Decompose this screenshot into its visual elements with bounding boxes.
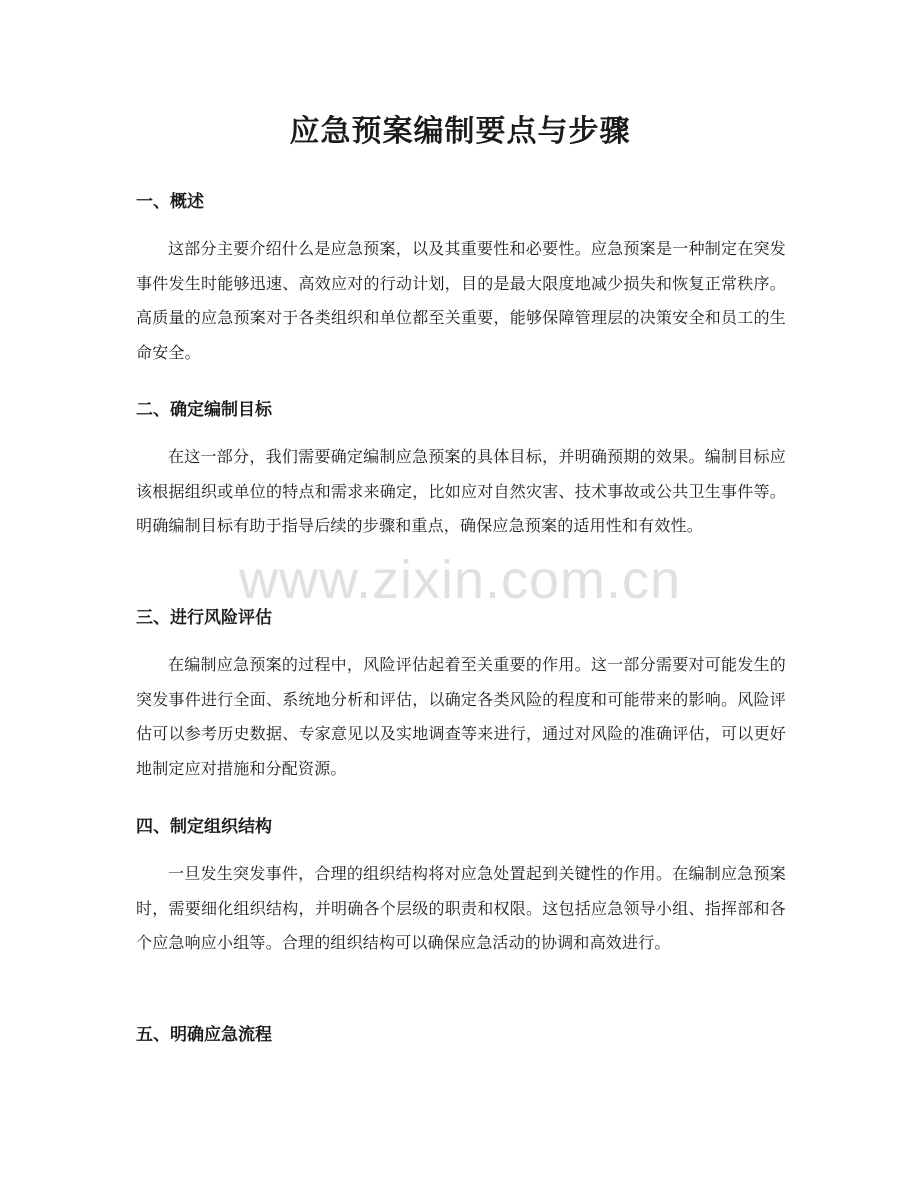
section-heading: 二、确定编制目标 — [136, 400, 272, 420]
section-paragraph: 在编制应急预案的过程中，风险评估起着至关重要的作用。这一部分需要对可能发生的突发事件进行全面、系统地分析和评估，以确定各类风险的程度和可能带来的影响。风险评估可以参考历史数据、专家意见以及实地调查等来进行，通过对风险的准确评估，可以更好地制定应对措施和分配资源。 — [136, 655, 786, 778]
section-organization — [136, 813, 786, 961]
section-paragraph: 一旦发生突发事件，合理的组织结构将对应急处置起到关键性的作用。在编制应急预案时，需要细化组织结构，并明确各个层级的职责和权限。这包括应急领导小组、指挥部和各个应急响应小组等。合理的组织结构可以确保应急活动的协调和高效进行。 — [136, 864, 786, 952]
section-heading: 四、制定组织结构 — [136, 817, 272, 837]
section-heading: 五、明确应急流程 — [136, 1025, 272, 1045]
section-heading: 三、进行风险评估 — [136, 608, 272, 628]
section-heading: 一、概述 — [136, 192, 204, 212]
section-paragraph: 在这一部分，我们需要确定编制应急预案的具体目标，并明确预期的效果。编制目标应该根据组织或单位的特点和需求来确定，比如应对自然灾害、技术事故或公共卫生事件等。明确编制目标有助于指导后续的步骤和重点，确保应急预案的适用性和有效性。 — [136, 447, 786, 535]
section-paragraph: 这部分主要介绍什么是应急预案，以及其重要性和必要性。应急预案是一种制定在突发事件发生时能够迅速、高效应对的行动计划，目的是最大限度地减少损失和恢复正常秩序。高质量的应急预案对于各类组织和单位都至关重要，能够保障管理层的决策安全和员工的生命安全。 — [136, 239, 786, 362]
watermark: www.zixin.com.cn — [238, 550, 682, 610]
section-procedures — [136, 1021, 786, 1049]
section-objectives — [136, 396, 786, 544]
document-title: 应急预案编制要点与步骤 — [289, 114, 631, 149]
section-overview — [136, 188, 786, 370]
section-risk-assessment — [136, 604, 786, 786]
